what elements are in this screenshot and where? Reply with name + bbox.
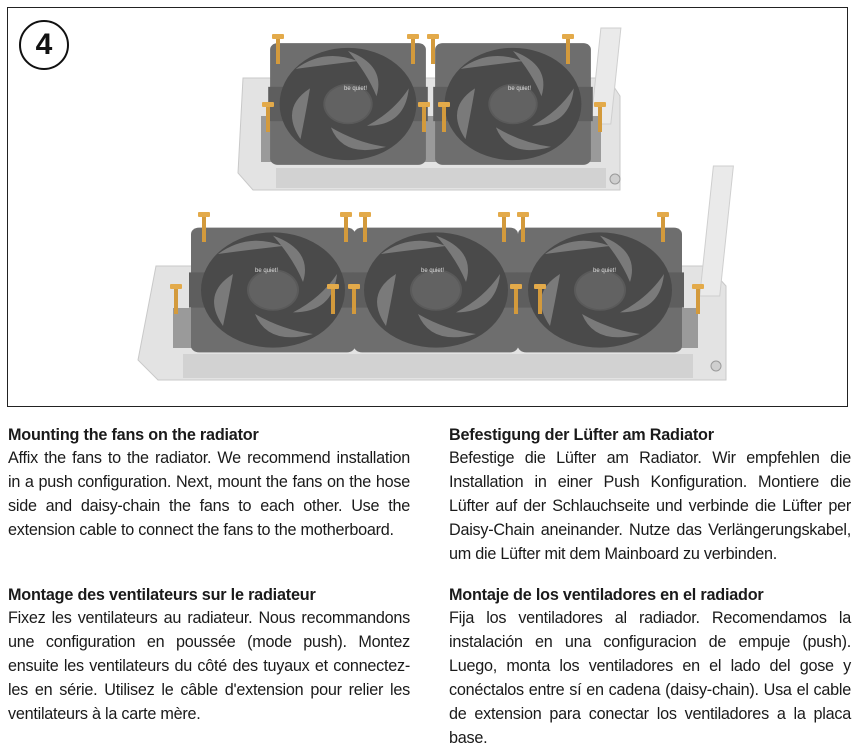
fan-brand-label: be quiet! xyxy=(421,268,445,274)
fan-brand-label: be quiet! xyxy=(508,86,532,92)
section-body: Fixez les ventilateurs au radiateur. Nous recommandons une configuration en poussée (mode push). Montez ensuite les ventilateurs du côté des tuyaux et connectez-les en série. Utilisez le câble d'extension pour relier les ventilateurs à la carte mère. xyxy=(8,609,410,723)
section-body: Fija los ventiladores al radiador. Recomendamos la instalación en una configuracion de empuje (push). Luego, monta los ventiladores en el lado del gose y conéctalos entre sí en cadena (daisy-chain). Usa el cable de extension para conectar los ventiladores a la placa base. xyxy=(449,609,851,747)
section-heading: Montage des ventilateurs sur le radiateur xyxy=(8,586,316,604)
section-heading: Befestigung der Lüfter am Radiator xyxy=(449,426,714,444)
section-body: Befestige die Lüfter am Radiator. Wir empfehlen die Installation in einer Push Konfiguration. Montiere die Lüfter auf der Schlauchseite und verbinde die Lüfter per Daisy-Chain aneinander. Nutze das Verlängerungskabel, um die Lüfter mit dem Mainboard zu verbinden. xyxy=(449,449,851,563)
fan-top-1 xyxy=(268,43,428,165)
section-heading: Mounting the fans on the radiator xyxy=(8,426,259,444)
fan-brand-label: be quiet! xyxy=(593,268,617,274)
fan-bottom-2 xyxy=(352,228,520,353)
section-body: Affix the fans to the radiator. We recommend installation in a push configuration. Next, mount the fans on the hose side and daisy-chain the fans to each other. Use the extension cable to connect the fans to the motherboard. xyxy=(8,449,410,539)
fan-brand-label: be quiet! xyxy=(344,86,368,92)
section-german xyxy=(449,424,851,566)
installation-figure xyxy=(7,7,848,407)
fan-brand-label: be quiet! xyxy=(255,268,279,274)
section-french xyxy=(8,584,410,726)
radiator-fan-illustration xyxy=(8,8,847,406)
step-number-badge: 4 xyxy=(19,20,69,70)
section-english xyxy=(8,424,410,542)
section-heading: Montaje de los ventiladores en el radiador xyxy=(449,586,764,604)
section-spanish xyxy=(449,584,851,750)
